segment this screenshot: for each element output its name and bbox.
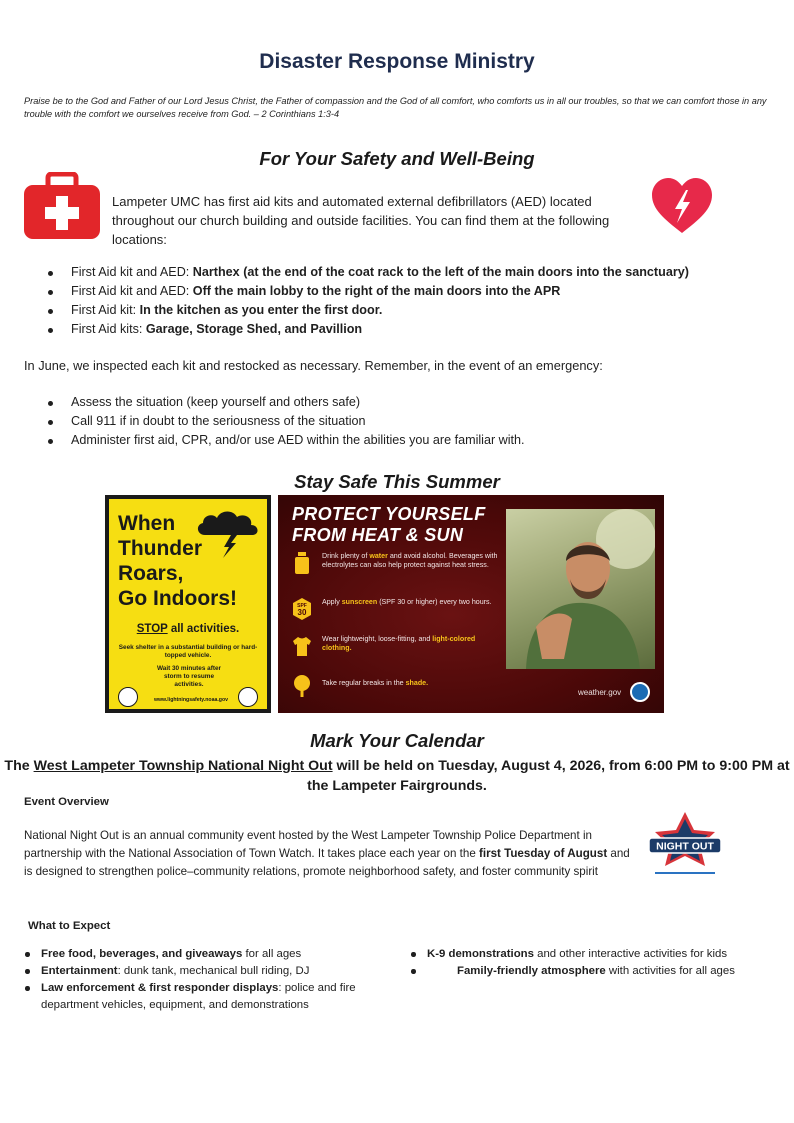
stop-activities-text — [109, 623, 267, 635]
wait-text: Wait 30 minutes after storm to resume activities. — [156, 665, 222, 688]
list-item: Assess the situation (keep yourself and others safe) — [0, 393, 525, 412]
thunder-line: Thunder — [118, 537, 202, 560]
expect-list-left — [24, 946, 374, 1014]
list-item — [0, 282, 689, 301]
storm-cloud-icon — [191, 507, 263, 559]
night-out-logo — [643, 810, 727, 880]
weather-gov-credit: weather.gov — [578, 688, 622, 697]
event-announcement — [0, 756, 794, 796]
tip-text: and avoid alcohol. Beverages with electrolytes can also help protect against heat stress. — [322, 552, 498, 570]
man-in-sun-photo — [506, 509, 655, 669]
shelter-text: Seek shelter in a substantial building or hard-topped vehicle. — [118, 644, 258, 659]
list-item — [0, 320, 689, 339]
expect-text: : dunk tank, mechanical bull riding, DJ — [117, 965, 310, 977]
page-title: Disaster Response Ministry — [259, 50, 535, 73]
stop-word: STOP — [136, 623, 168, 635]
expect-bold: Family-friendly atmosphere — [457, 965, 606, 977]
list-item — [410, 963, 740, 980]
expect-bold: K-9 demonstrations — [427, 948, 534, 960]
tip-text: Apply — [322, 598, 342, 606]
water-bottle-icon — [292, 552, 312, 574]
emergency-steps-list — [0, 393, 525, 450]
location-place: Garage, Storage Shed, and Pavillion — [145, 322, 363, 336]
scripture-verse: Praise be to the God and Father of our Lord Jesus Christ, the Father of compassion and the God of all comfort, who comforts us in all our troubles, so that we can comfort those in any trouble with the comfort we ourselves receive from God. – 2 Corinthians 1:3-4 — [24, 96, 767, 119]
location-label: First Aid kit and AED: — [71, 265, 193, 279]
tip-highlight: sunscreen — [341, 598, 378, 606]
list-item — [24, 963, 374, 980]
spf-label: SPF — [297, 603, 307, 609]
location-place: Off the main lobby to the right of the main doors into the APR — [192, 284, 561, 298]
noaa-logo-icon — [630, 682, 650, 702]
list-item: Administer first aid, CPR, and/or use AED within the abilities you are familiar with. — [0, 431, 525, 450]
expect-bold: Free food, beverages, and giveaways — [41, 948, 243, 960]
lightning-safety-poster — [105, 495, 271, 713]
expect-text: with activities for all ages — [605, 965, 735, 977]
location-label: First Aid kit: — [71, 303, 140, 317]
event-text: will be held on Tuesday, August 4, 2026, from 6:00 PM to 9:00 PM at the Lampeter Fairgrounds. — [307, 758, 790, 794]
expect-text: : police and fire department vehicles, equipment, and demonstrations — [41, 982, 356, 1011]
sunscreen-icon — [292, 598, 312, 620]
location-place: In the kitchen as you enter the first door. — [139, 303, 383, 317]
summer-heading: Stay Safe This Summer — [294, 471, 500, 492]
heat-title-line: FROM HEAT & SUN — [292, 525, 464, 545]
stop-rest: all activities. — [167, 623, 240, 635]
nws-seal-icon — [238, 687, 258, 707]
shade-tree-icon — [292, 675, 312, 697]
event-overview-text — [24, 827, 636, 881]
expect-text: for all ages — [242, 948, 302, 960]
expect-bold: Entertainment — [41, 965, 118, 977]
thunder-line: Go Indoors! — [118, 587, 237, 610]
overview-bold: first Tuesday of August — [479, 847, 608, 860]
tip-text: Take regular breaks in the — [322, 679, 406, 687]
shirt-icon — [292, 635, 312, 657]
aed-location-list — [0, 263, 689, 339]
heat-title-line: PROTECT YOURSELF — [292, 504, 486, 524]
location-label: First Aid kit and AED: — [71, 284, 193, 298]
safety-heading: For Your Safety and Well-Being — [259, 148, 535, 169]
overview-text: and is designed to strengthen police–community relations, promote neighborhood safety, and foster community spirit — [24, 847, 630, 878]
thunder-line: Roars, — [118, 562, 184, 585]
logo-text: NIGHT OUT — [656, 840, 714, 853]
noaa-seal-icon — [118, 687, 138, 707]
event-name: West Lampeter Township National Night Out — [33, 758, 333, 774]
expect-text: and other interactive activities for kids — [533, 948, 728, 960]
spf-value: 30 — [297, 608, 307, 617]
list-item — [0, 263, 689, 282]
tip-highlight: light-colored clothing. — [322, 635, 476, 653]
heat-sun-poster — [278, 495, 664, 713]
heat-poster-title — [292, 504, 485, 546]
tip-text: Drink plenty of — [322, 552, 370, 560]
inspection-note: In June, we inspected each kit and restocked as necessary. Remember, in the event of an emergency: — [24, 358, 603, 373]
location-place: Narthex (at the end of the coat rack to the left of the main doors into the sanctuary) — [192, 265, 689, 279]
list-item — [0, 301, 689, 320]
event-text: The — [4, 758, 34, 774]
tip-highlight: shade. — [405, 679, 429, 687]
list-item — [24, 980, 374, 1014]
list-item — [410, 946, 740, 963]
expect-list-right — [410, 946, 740, 980]
photo-illustration — [506, 509, 655, 669]
location-label: First Aid kits: — [71, 322, 146, 336]
tip-text: (SPF 30 or higher) every two hours. — [377, 598, 492, 606]
what-to-expect-heading: What to Expect — [28, 920, 111, 932]
list-item — [24, 946, 374, 963]
tip-highlight: water — [369, 552, 388, 560]
aed-heart-icon — [650, 176, 714, 236]
safety-intro-text: Lampeter UMC has first aid kits and automated external defibrillators (AED) located throughout our church building and outside facilities. You can find them at the following locations: — [112, 194, 610, 247]
first-aid-kit-icon — [23, 172, 101, 240]
event-overview-heading: Event Overview — [24, 796, 109, 808]
thunder-line: When — [118, 512, 176, 535]
list-item: Call 911 if in doubt to the seriousness of the situation — [0, 412, 525, 431]
lightning-safety-url: www.lightningsafety.noaa.gov — [153, 697, 229, 703]
overview-text: National Night Out is an annual community event hosted by the West Lampeter Township Police Department in partnership with the National Association of Town Watch. It takes place each year on the — [24, 829, 592, 860]
tip-text: Wear lightweight, loose-fitting, and — [322, 635, 433, 643]
expect-bold: Law enforcement & first responder displays — [41, 982, 279, 994]
calendar-heading: Mark Your Calendar — [310, 730, 484, 751]
